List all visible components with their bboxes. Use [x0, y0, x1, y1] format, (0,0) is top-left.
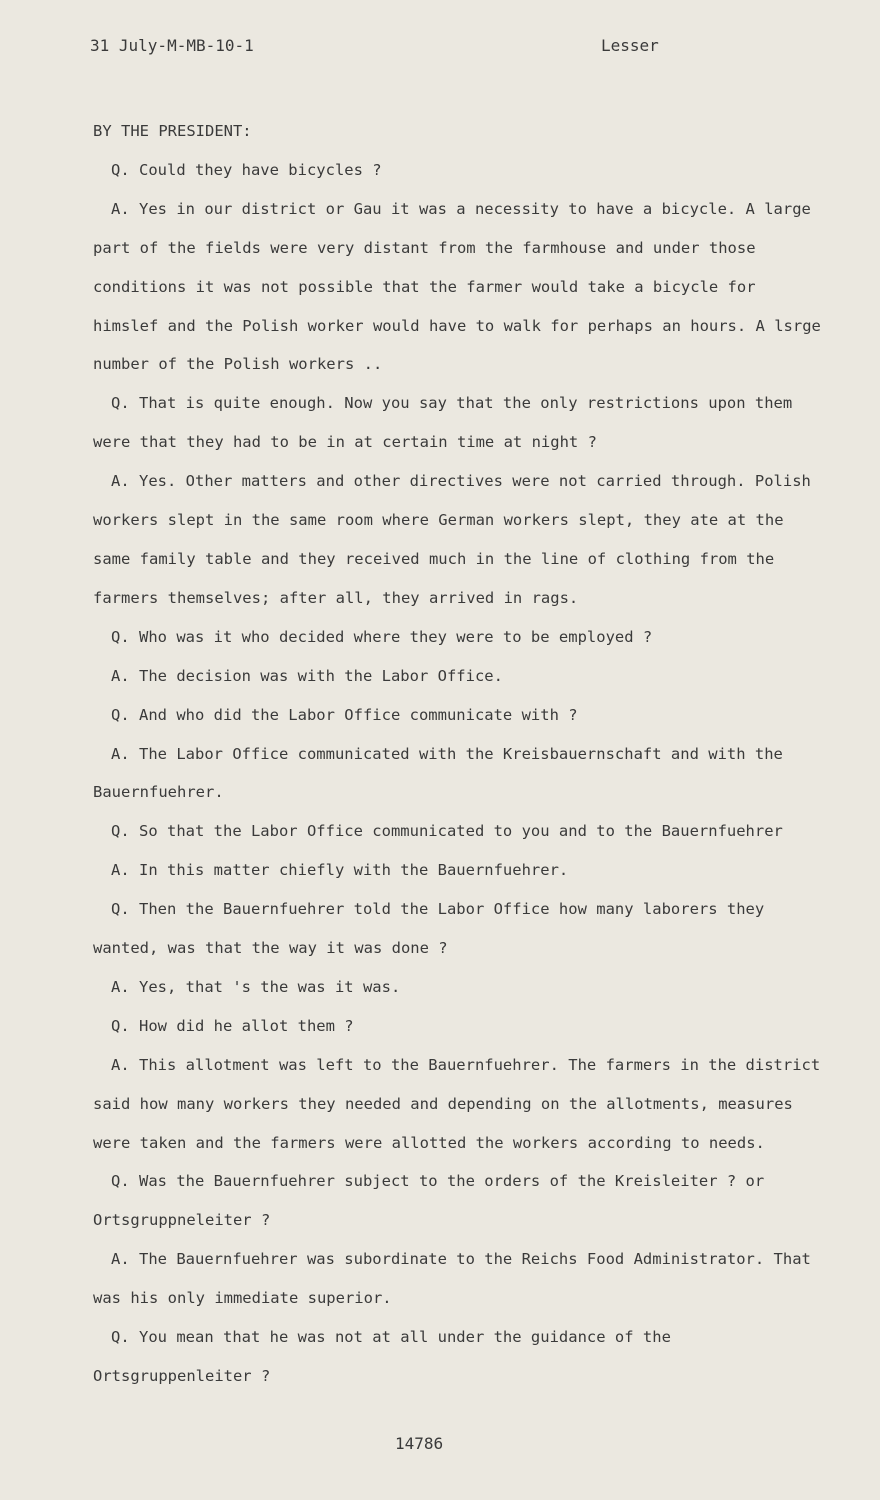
transcript-paragraph: Q. Was the Bauernfuehrer subject to the orders of the Kreisleiter ? or Ortsgruppneleiter ?	[93, 1172, 765, 1230]
transcript-paragraph: A. The decision was with the Labor Office.	[111, 666, 503, 685]
document-reference: 31 July-M-MB-10-1	[90, 36, 254, 55]
page-number: 14786	[395, 1434, 444, 1453]
transcript-paragraph: Q. Could they have bicycles ?	[111, 160, 382, 179]
transcript-paragraph: Q. That is quite enough. Now you say that the only restrictions upon them were that they had to be in at certain time at night ?	[93, 394, 793, 452]
transcript-paragraph: A. Yes, that 's the was it was.	[111, 977, 401, 996]
transcript-paragraph: Q. So that the Labor Office communicated to you and to the Bauernfuehrer	[111, 822, 783, 841]
transcript-paragraph: A. Yes. Other matters and other directives were not carried through. Polish workers slept in the same room where German workers slept, they ate at the same family table and they received much in the line of clothing from the farmers themselves; after all, they arrived in rags.	[93, 472, 811, 607]
transcript-paragraph: A. The Labor Office communicated with the Kreisbauernschaft and with the Bauernfuehrer.	[93, 744, 783, 802]
transcript-paragraph: Q. And who did the Labor Office communicate with ?	[111, 705, 578, 724]
transcript-paragraph: A. This allotment was left to the Bauernfuehrer. The farmers in the district said how many workers they needed and depending on the allotments, measures were taken and the farmers were allotted the workers according to needs.	[93, 1055, 821, 1152]
transcript-paragraph: A. The Bauernfuehrer was subordinate to the Reichs Food Administrator. That was his only immediate superior.	[93, 1250, 811, 1308]
witness-name: Lesser	[601, 36, 659, 55]
transcript-paragraph: Q. Then the Bauernfuehrer told the Labor Office how many laborers they wanted, was that the way it was done ?	[93, 900, 765, 958]
speaker-heading: BY THE PRESIDENT:	[93, 122, 252, 140]
transcript-body	[93, 112, 828, 1396]
transcript-paragraph: Q. Who was it who decided where they were to be employed ?	[111, 627, 653, 646]
transcript-paragraph: Q. You mean that he was not at all under the guidance of the Ortsgruppenleiter ?	[93, 1328, 671, 1385]
transcript-paragraph: A. Yes in our district or Gau it was a necessity to have a bicycle. A large part of the fields were very distant from the farmhouse and under those conditions it was not possible that the farmer would take a bicycle for himslef and the Polish worker would have to walk for perhaps an hours. A lsrge number of the Polish workers ..	[93, 199, 821, 374]
transcript-paragraph: A. In this matter chiefly with the Bauernfuehrer.	[111, 861, 569, 880]
transcript-paragraph: Q. How did he allot them ?	[111, 1016, 354, 1035]
